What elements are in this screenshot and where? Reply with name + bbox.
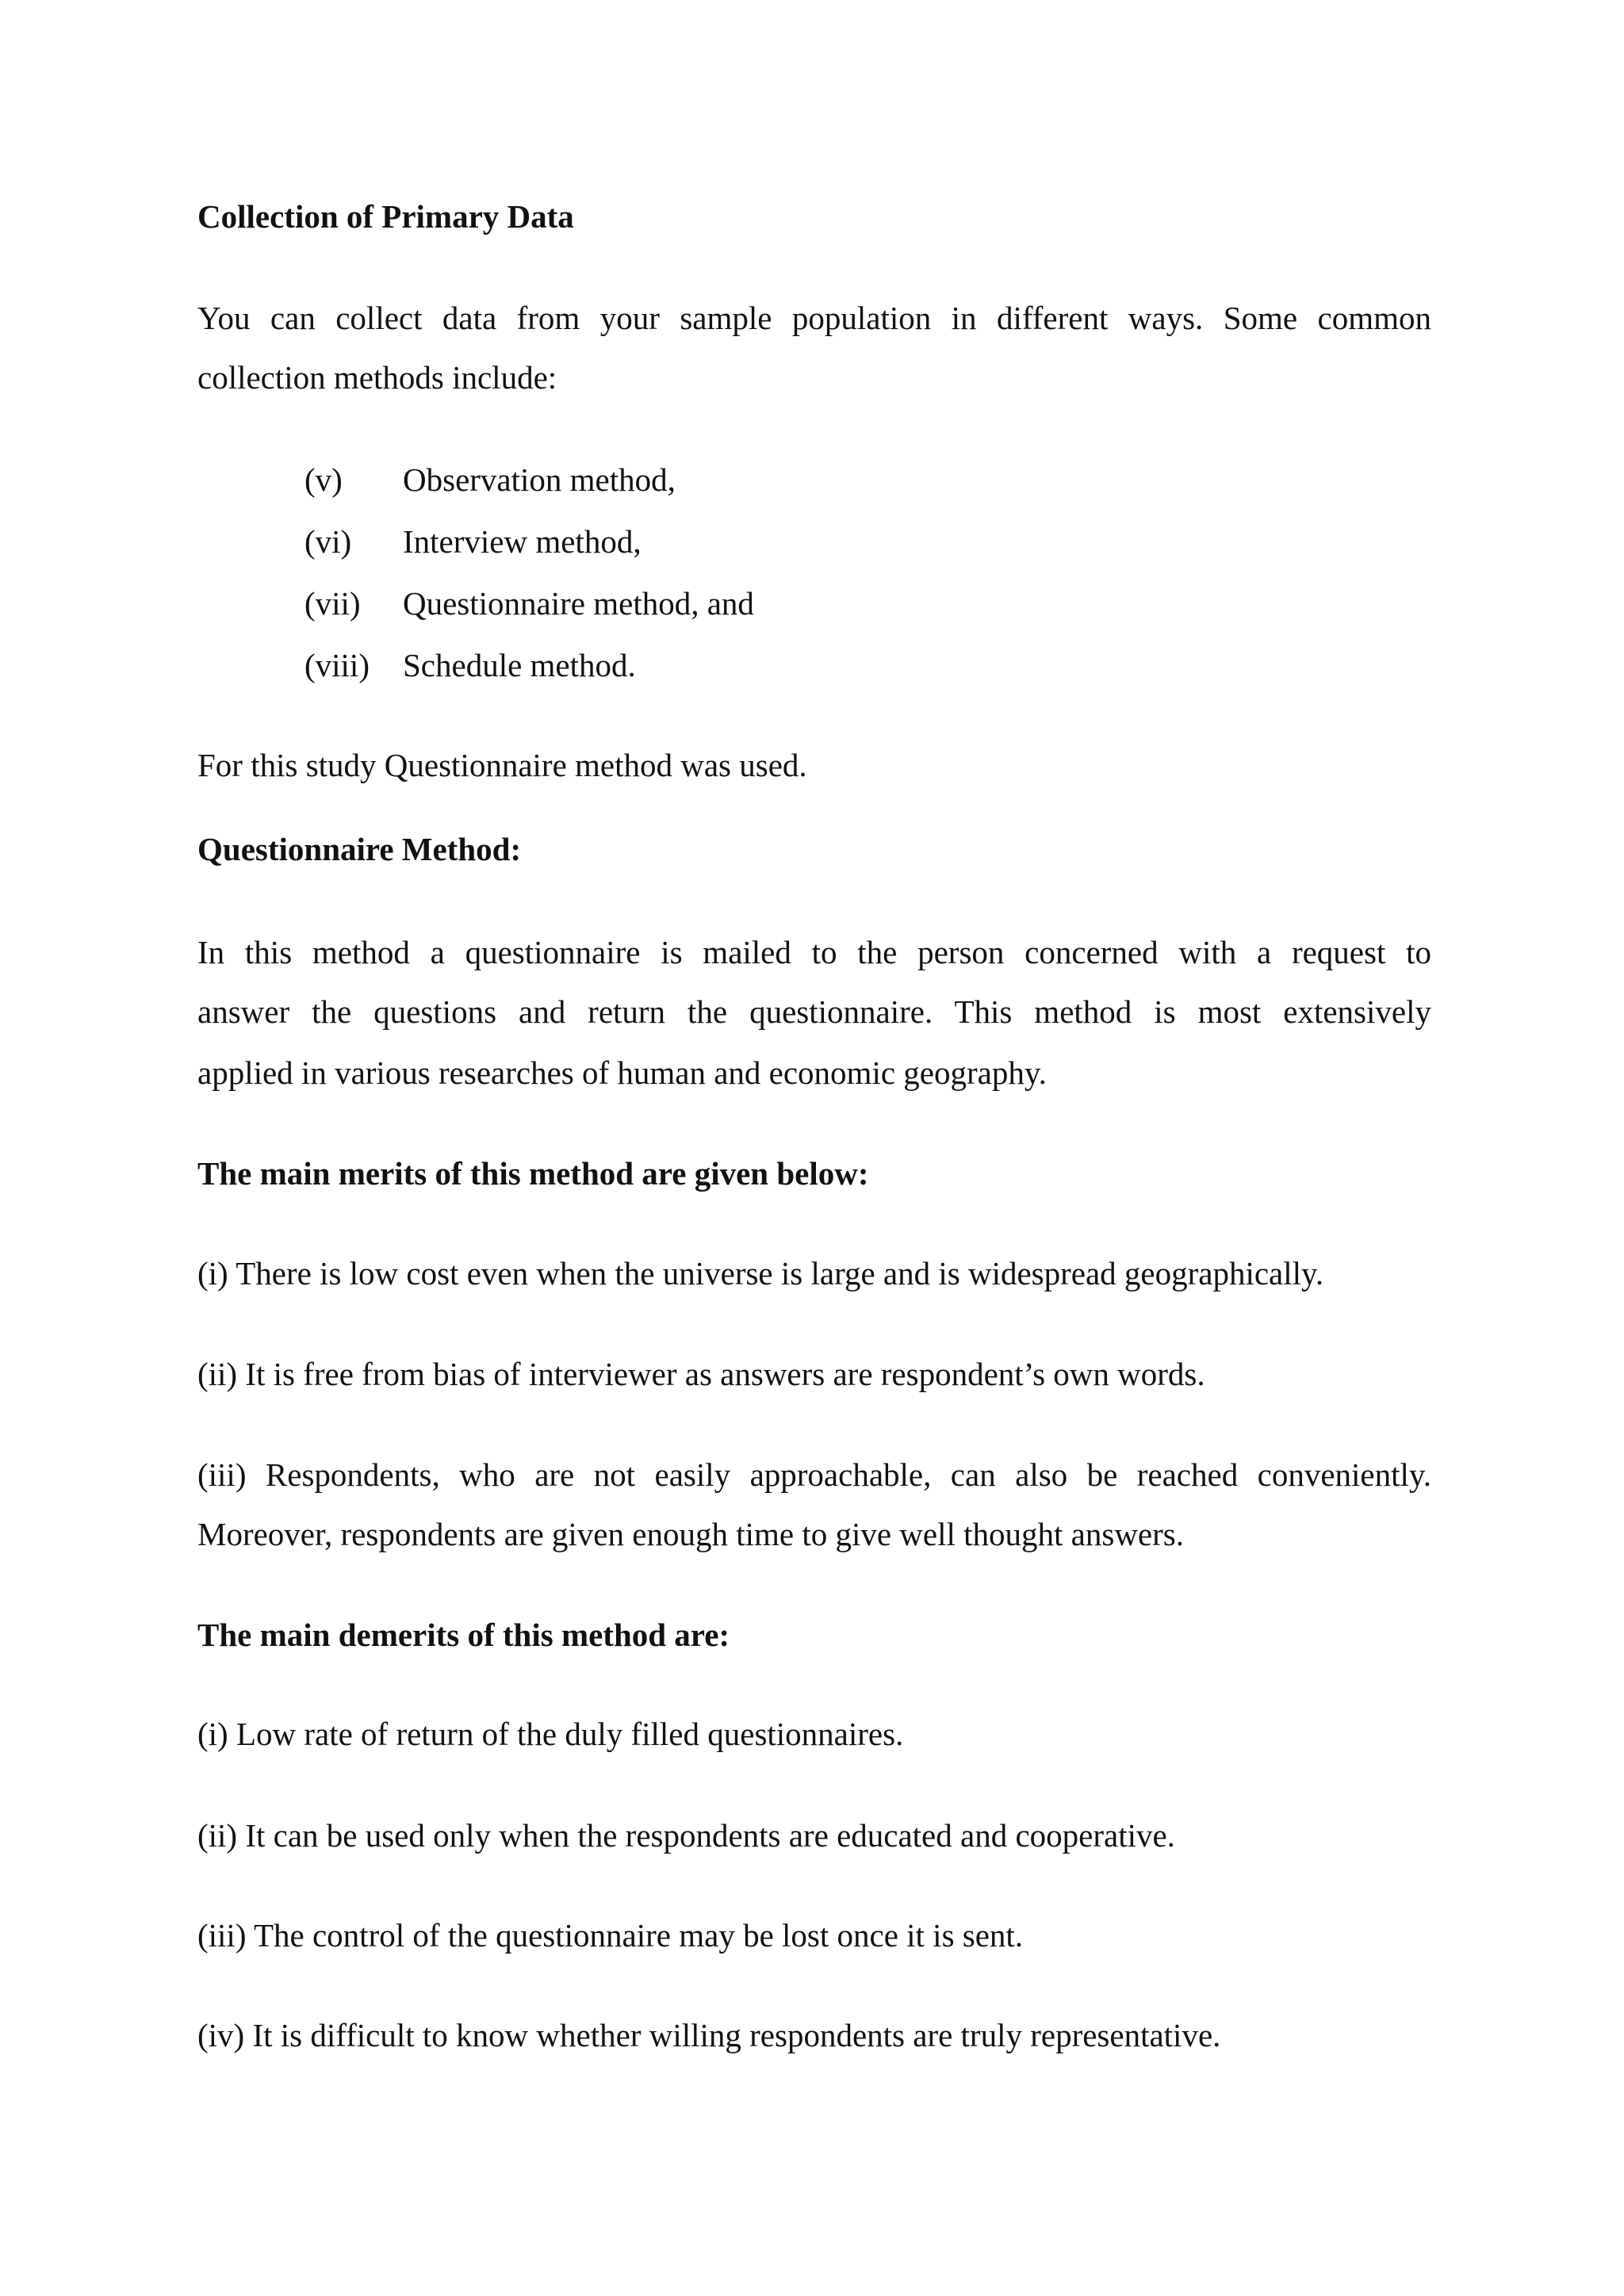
merit-3-line-1: (iii) Respondents, who are not easily approachable, can also be reached conveniently. — [197, 1456, 1431, 1493]
method-number-6: (vi) — [304, 523, 352, 560]
method-interview: Interview method, — [403, 523, 642, 560]
demerit-3: (iii) The control of the questionnaire may be lost once it is sent. — [197, 1917, 1024, 1954]
method-number-5: (v) — [304, 461, 343, 498]
method-questionnaire: Questionnaire method, and — [403, 585, 754, 622]
heading-collection-of-primary-data: Collection of Primary Data — [197, 198, 574, 235]
method-number-8: (viii) — [304, 647, 370, 683]
intro-line-2: collection methods include: — [197, 359, 557, 396]
demerit-1: (i) Low rate of return of the duly filled questionnaires. — [197, 1716, 904, 1752]
method-number-7: (vii) — [304, 585, 361, 622]
demerit-4: (iv) It is difficult to know whether willing respondents are truly representative. — [197, 2017, 1221, 2053]
merit-3-line-2: Moreover, respondents are given enough time to give well thought answers. — [197, 1516, 1184, 1552]
questionnaire-para-line-1: In this method a questionnaire is mailed to the person concerned with a request to — [197, 934, 1431, 970]
intro-line-1: You can collect data from your sample population in different ways. Some common — [197, 300, 1431, 336]
method-schedule: Schedule method. — [403, 647, 636, 683]
study-note: For this study Questionnaire method was used. — [197, 747, 807, 783]
questionnaire-para-line-3: applied in various researches of human and economic geography. — [197, 1054, 1047, 1091]
heading-merits: The main merits of this method are given below: — [197, 1155, 869, 1192]
merit-1: (i) There is low cost even when the universe is large and is widespread geographically. — [197, 1255, 1324, 1292]
heading-demerits: The main demerits of this method are: — [197, 1617, 730, 1653]
demerit-2: (ii) It can be used only when the respondents are educated and cooperative. — [197, 1817, 1175, 1854]
questionnaire-para-line-2: answer the questions and return the questionnaire. This method is most extensively — [197, 993, 1431, 1030]
method-observation: Observation method, — [403, 461, 676, 498]
merit-2: (ii) It is free from bias of interviewer as answers are respondent’s own words. — [197, 1356, 1205, 1392]
heading-questionnaire-method: Questionnaire Method: — [197, 831, 522, 867]
